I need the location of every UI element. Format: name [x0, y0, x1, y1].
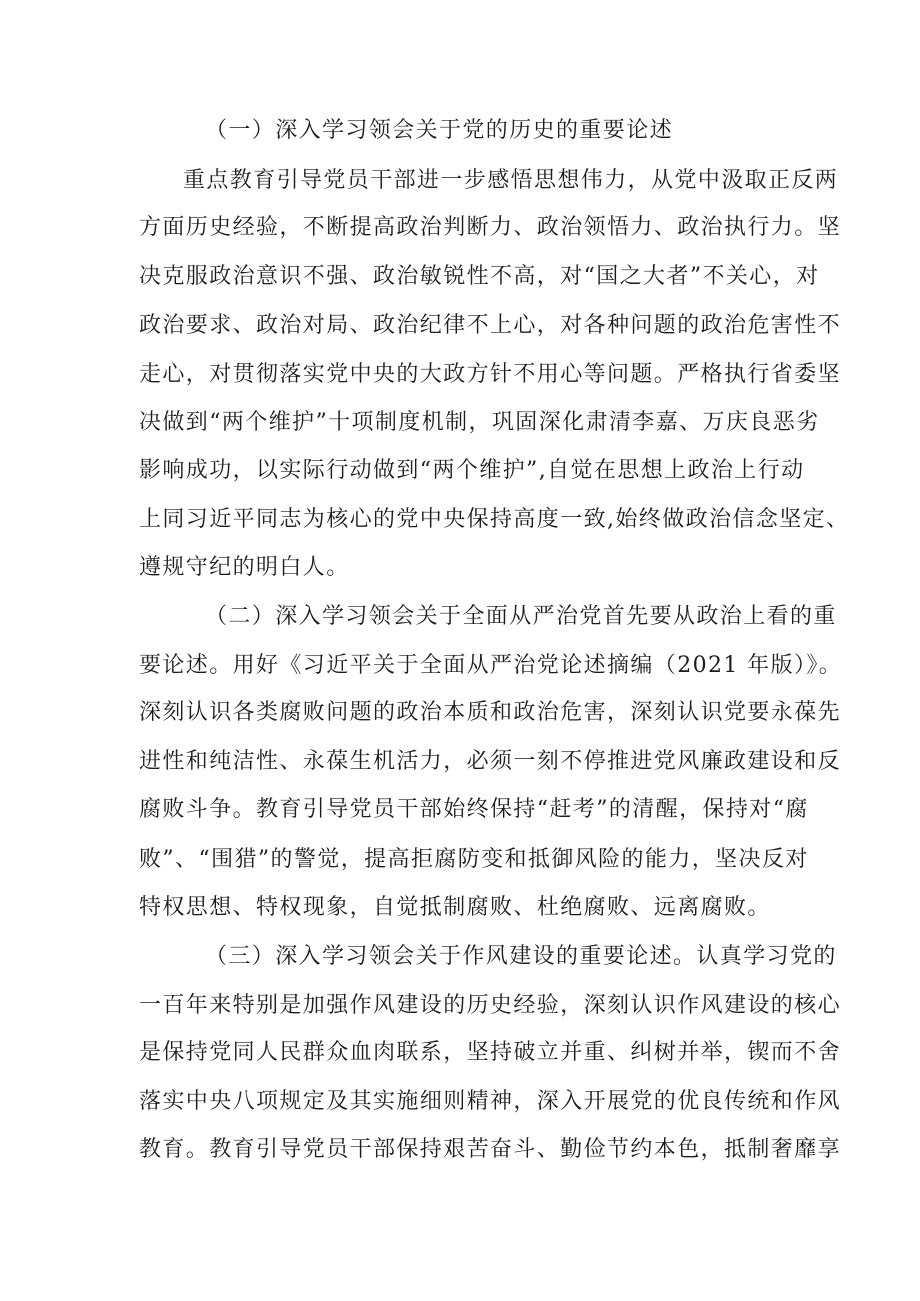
- section-heading-1: （一）深入学习领会关于党的历史的重要论述: [205, 118, 674, 143]
- paragraph-line: 走心，对贯彻落实党中央的大政方针不用心等问题。严格执行省委坚: [139, 362, 842, 387]
- section-heading-2: （二）深入学习领会关于全面从严治党首先要从政治上看的重: [205, 604, 837, 629]
- paragraph-line: 腐败斗争。教育引导党员干部始终保持“赶考”的清醒，保持对“腐: [139, 797, 809, 822]
- paragraph-line: 决克服政治意识不强、政治敏锐性不高，对“国之大者”不关心，对: [139, 264, 820, 289]
- paragraph-line: 影响成功，以实际行动做到“两个维护”,自觉在思想上政治上行动: [139, 458, 805, 483]
- paragraph-line: 上同习近平同志为核心的党中央保持高度一致,始终做政治信念坚定、: [139, 507, 850, 532]
- paragraph-line: 一百年来特别是加强作风建设的历史经验，深刻认识作风建设的核心: [139, 993, 842, 1018]
- paragraph-line: 是保持党同人民群众血肉联系，坚持破立并重、纠树并举，锲而不舍: [139, 1040, 842, 1065]
- paragraph-line: 决做到“两个维护”十项制度机制，巩固深化肃清李嘉、万庆良恶劣: [139, 410, 820, 435]
- paragraph-line: 败”、“围猎”的警觉，提高拒腐防变和抵御风险的能力，坚决反对: [139, 847, 809, 872]
- paragraph-line: 重点教育引导党员干部进一步感悟思想伟力，从党中汲取正反两: [183, 168, 839, 193]
- paragraph-line: 政治要求、政治对局、政治纪律不上心，对各种问题的政治危害性不: [139, 313, 842, 338]
- paragraph-line: 要论述。用好《习近平关于全面从严治党论述摘编（2021 年版）》。: [139, 653, 843, 678]
- paragraph-line: 方面历史经验，不断提高政治判断力、政治领悟力、政治执行力。坚: [139, 215, 842, 240]
- paragraph-line: 特权思想、特权现象，自觉抵制腐败、杜绝腐败、远离腐败。: [139, 895, 771, 920]
- paragraph-line: 落实中央八项规定及其实施细则精神，深入开展党的优良传统和作风: [139, 1089, 842, 1114]
- paragraph-line: 教育。教育引导党员干部保持艰苦奋斗、勤俭节约本色，抵制奢靡享: [139, 1137, 842, 1162]
- paragraph-line: 深刻认识各类腐败问题的政治本质和政治危害，深刻认识党要永葆先: [139, 700, 842, 725]
- paragraph-line: 遵规守纪的明白人。: [139, 555, 350, 580]
- paragraph-line: 进性和纯洁性、永葆生机活力，必须一刻不停推进党风廉政建设和反: [139, 749, 842, 774]
- section-heading-3: （三）深入学习领会关于作风建设的重要论述。认真学习党的: [205, 944, 837, 969]
